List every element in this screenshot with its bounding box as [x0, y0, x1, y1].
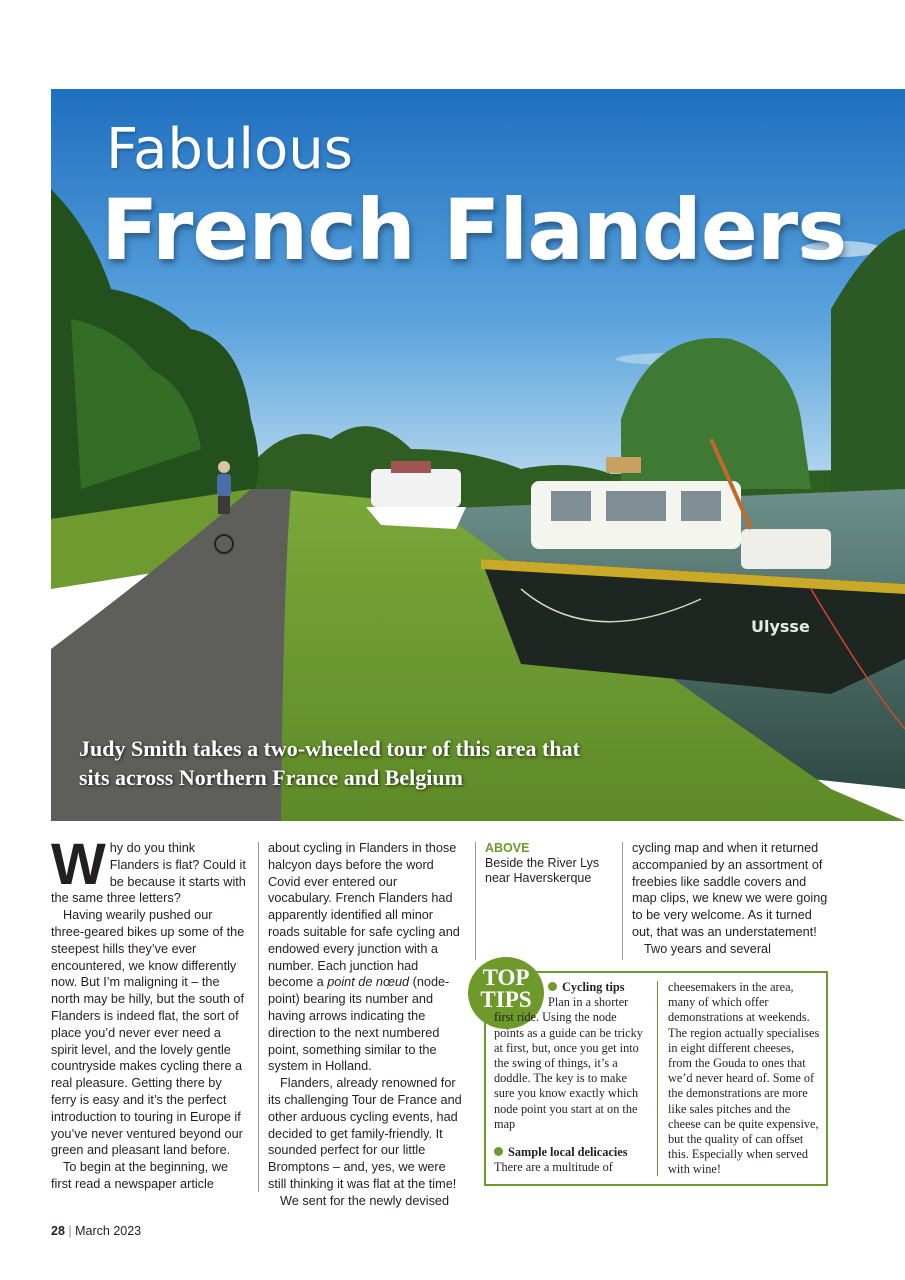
- paragraph-6: We sent for the newly devised: [280, 1193, 450, 1208]
- issue-date: March 2023: [75, 1224, 142, 1238]
- paragraph-4-text-b: (node-point) bearing its number and having arrows indicating the direction to the next numbered point, something similar to the system in Holland.: [268, 975, 450, 1074]
- boat-distant: [366, 461, 466, 529]
- paragraph-1-text: hy do you think Flanders is flat? Could it be because it starts with the same three letters?: [51, 841, 246, 906]
- article-column-2: [268, 840, 464, 1210]
- page-title: French Flanders: [101, 181, 847, 279]
- tip-2-body-start: There are a multitude of: [494, 1160, 613, 1175]
- tips-divider: [657, 981, 658, 1176]
- footer-separator: |: [68, 1224, 72, 1238]
- article-column-4: [632, 840, 832, 958]
- top-tips-box: [480, 965, 828, 1186]
- paragraph-1: [51, 832, 247, 907]
- page-number: 28: [51, 1224, 65, 1238]
- hero-photo: [51, 89, 905, 821]
- tip-2-body-continued: cheesemakers in the area, many of which offer demonstrations at weekends. The region actually specialises in eight different cheeses, from the Gouda to ones that we’d never heard of. Some of the demonstrations are more like sales pitches and the cheese can be quite expensive, but the quality of can offset this. Especially when served with wine!: [668, 980, 820, 1177]
- title-kicker: Fabulous: [106, 117, 353, 182]
- paragraph-8: Two years and several: [644, 941, 771, 956]
- paragraph-4-text-a: about cycling in Flanders in those halcyon days before the word Covid ever entered our vocabulary. French Flanders had apparently identified all minor roads suitable for safe cycling and endowed every junction with a number. Each junction had become a: [268, 841, 460, 990]
- standfirst-line-2: sits across Northern France and Belgium: [79, 765, 463, 790]
- badge-line-2: TIPS: [480, 987, 532, 1012]
- paragraph-4: [268, 840, 464, 1075]
- tip-1-heading: Cycling tips: [562, 980, 625, 994]
- paragraph-4-italic: point de nœud: [327, 975, 410, 990]
- caption-text: Beside the River Lys near Haverskerque: [485, 856, 600, 885]
- column-divider: [475, 842, 476, 960]
- drop-cap: W: [51, 832, 106, 897]
- paragraph-3: To begin at the beginning, we first read a newspaper article: [51, 1160, 229, 1191]
- bullet-icon: [494, 1147, 503, 1156]
- badge-line-1: TOP: [482, 965, 530, 990]
- standfirst-line-1: Judy Smith takes a two-wheeled tour of this area that: [79, 736, 580, 761]
- standfirst: [79, 734, 599, 792]
- tips-column-2: [668, 980, 820, 1178]
- tip-1-body: Plan in a shorter first ride. Using the node points as a guide can be tricky at first, but, once you get into the swing of things, it’s a doddle. The key is to make sure you know exactly which node point you start at on the map: [494, 995, 643, 1131]
- paragraph-5: Flanders, already renowned for its challenging Tour de France and other arduous cycling events, had decided to get family-friendly. It sounded perfect for our little Bromptons – and, yes, we were still thinking it was flat at the time!: [268, 1076, 462, 1191]
- caption-label: ABOVE: [485, 841, 530, 855]
- bullet-icon: [548, 982, 557, 991]
- paragraph-2: Having wearily pushed our three-geared bikes up some of the steepest hills they’ve ever encountered, we know differently now. But I’m maligning it – the north may be hilly, but the south of Flanders is indeed flat, the sort of place you’d never ever need a spirit level, and the lovely gentle countryside makes cycling there a real pleasure. Getting there by ferry is easy and it’s the perfect introduction to touring in Europe if you’ve never ventured beyond our green and pleasant land before.: [51, 908, 245, 1158]
- boat-name: Ulysse: [751, 617, 810, 636]
- paragraph-7: cycling map and when it returned accompanied by an assortment of freebies like saddle covers and map clips, we knew we were going to be very welcome. As it turned out, that was an understatement!: [632, 841, 828, 939]
- tip-2-head-row: [494, 1145, 649, 1160]
- page-footer: [51, 1224, 141, 1238]
- tip-2-heading: Sample local delicacies: [508, 1145, 628, 1160]
- column-divider: [258, 842, 259, 1192]
- tip-1-head-row: [494, 980, 649, 995]
- column-divider: [622, 842, 623, 960]
- tips-column-1: [494, 980, 649, 1175]
- photo-caption: [485, 841, 615, 886]
- article-column-1: [51, 832, 247, 1193]
